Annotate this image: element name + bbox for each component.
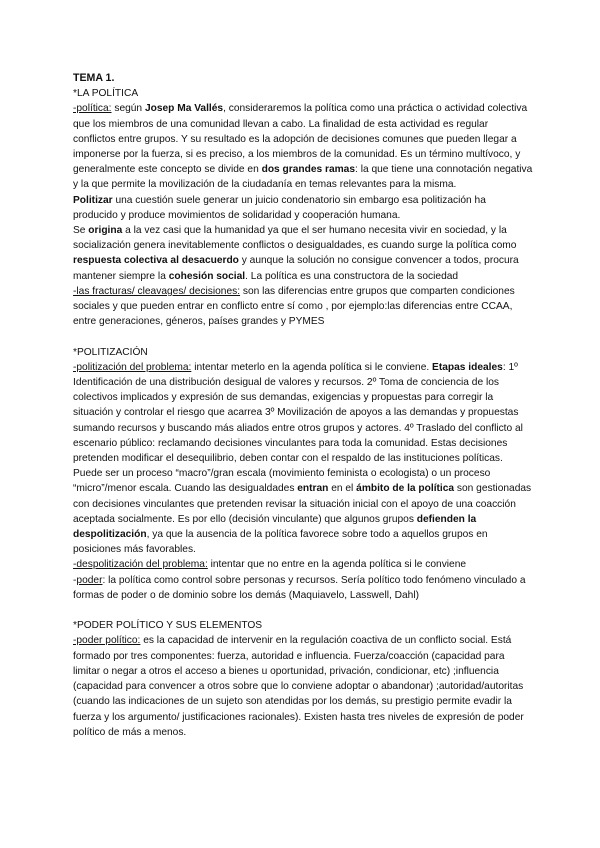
bold-text: entran xyxy=(297,483,329,495)
paragraph xyxy=(73,360,533,558)
paragraph xyxy=(73,284,533,330)
bold-text: Politizar xyxy=(73,194,113,206)
text-run: y aunque la solución no consigue convencer a todos, procura mantener siempre la xyxy=(73,255,519,282)
document-page xyxy=(73,71,533,740)
paragraph xyxy=(73,573,533,603)
text-run: , consideraremos la política como una práctica o actividad colectiva que los miembros de una comunidad llevan a cabo. La finalidad de esta actividad es regular conflictos entre grupos. Y su resultado es la adopción de decisiones comunes que pueden llegar a imponerse por la fuerza, si es preciso, a los miembros de la comunidad. Es un término multívoco, y generalmente este concepto se divide en xyxy=(73,103,528,176)
text-run: son las diferencias entre grupos que comparten condiciones sociales y que pueden entrar en conflicto entre sí como , por ejemplo:las diferencias entre CCAA, entre generaciones, géneros, países grandes y PYMES xyxy=(73,285,515,328)
bold-text: cohesión social xyxy=(168,270,246,282)
bold-text: Josep Ma Vallés xyxy=(144,103,224,115)
text-run: . La política es una constructora de la sociedad xyxy=(245,270,459,282)
text-run: : la política como control sobre personas y recursos. Sería político todo fenómeno vinculado a formas de poder o de dominio sobre los demás (Maquiavelo, Lasswell, Dahl) xyxy=(73,574,526,601)
text-run: intentar que no entre en la agenda política si le conviene xyxy=(207,559,467,571)
text-run: según xyxy=(111,103,145,115)
text-run: : 1º Identificación de una distribución desigual de valores y recursos. 2º Toma de conciencia de los colectivos implicados y expresión de sus demandas, exigencias y propuestas para corregir la situación y controlar el riesgo que acarrea 3º Movilización de apoyos a las demandas y propuestas sumando recursos y buscando más aliados entre otros grupos y actores. 4º Traslado del conflicto al escenario público: reclamando decisiones vinculantes para toda la comunidad. Estas decisiones pretenden modificar el desequilibrio, deben contar con el respaldo de las instituciones políticas. Puede ser un proceso “macro”/gran escala (movimiento feminista o ecologista) o un proceso “micro”/menor escala. Cuando las desigualdades xyxy=(73,361,523,495)
paragraph xyxy=(73,101,533,192)
underlined-term: -las fracturas/ cleavages/ decisiones: xyxy=(73,285,241,297)
paragraph xyxy=(73,193,533,223)
text-run: Se xyxy=(73,225,89,237)
document-title: TEMA 1. xyxy=(73,72,115,84)
text-run: una cuestión suele generar un juicio condenatorio sin embargo esa politización ha producido y produce movimientos de solidaridad y cooperación humana. xyxy=(73,194,486,221)
bold-text: Etapas ideales xyxy=(432,361,503,373)
underlined-term: -política: xyxy=(73,103,112,115)
paragraph xyxy=(73,557,533,572)
bold-text: respuesta colectiva al desacuerdo xyxy=(73,255,239,267)
text-run: : la que tiene una connotación negativa y la que permite la movilización de la ciudadanía en temas relevantes para la misma. xyxy=(73,164,533,191)
text-run: , ya que la ausencia de la política favorece sobre todo a aquellos grupos en posiciones más favorables. xyxy=(73,529,488,556)
section-heading: *PODER POLÍTICO Y SUS ELEMENTOS xyxy=(73,620,263,632)
text-run: en el xyxy=(328,483,357,495)
document-body xyxy=(73,86,533,740)
section-spacer xyxy=(73,329,533,344)
text-run: son gestionadas con decisiones vinculantes que pretenden revisar la situación inicial con el apoyo de una coacción aceptada socialmente. Es por ello (decisión vinculante) que algunos grupos xyxy=(73,483,532,525)
paragraph xyxy=(73,223,533,284)
bold-text: defienden la despolitización xyxy=(73,513,477,541)
text-run: intentar meterlo en la agenda política si le conviene. xyxy=(191,361,433,373)
text-run: - xyxy=(73,574,77,586)
underlined-term: -poder político: xyxy=(73,635,141,647)
section-spacer xyxy=(73,603,533,618)
paragraph xyxy=(73,633,533,739)
underlined-term: -politización del problema: xyxy=(73,361,192,373)
text-run: a la vez casi que la humanidad ya que el ser humano necesita vivir en sociedad, y la socialización genera inevitablemente conflictos o desigualdades, es cuando surge la política como xyxy=(73,225,517,252)
bold-text: origina xyxy=(88,225,123,237)
section-heading: *POLITIZACIÓN xyxy=(73,346,148,358)
underlined-term: poder xyxy=(76,574,103,586)
text-run: es la capacidad de intervenir en la regulación coactiva de un conflicto social. Está formado por tres componentes: fuerza, autoridad e influencia. Fuerza/coacción (capacidad para limitar o negar a otros el acceso a bienes u oportunidad, privación, condicionar, etc) ;influencia (capacidad para convencer a otros sobre que lo conviene adoptar o abandonar) ;autoridad/autoritas (cuando las indicaciones de un sujeto son atendidas por los demás, su prestigio permite evadir la fuerza y los argumento/ justificaciones racionales). Existen hasta tres niveles de expresión de poder político de más a menos. xyxy=(73,635,524,738)
bold-text: dos grandes ramas xyxy=(261,164,356,176)
underlined-term: -despolitización del problema: xyxy=(73,559,208,571)
bold-text: ámbito de la política xyxy=(356,483,455,495)
section-heading: *LA POLÍTICA xyxy=(73,88,139,100)
